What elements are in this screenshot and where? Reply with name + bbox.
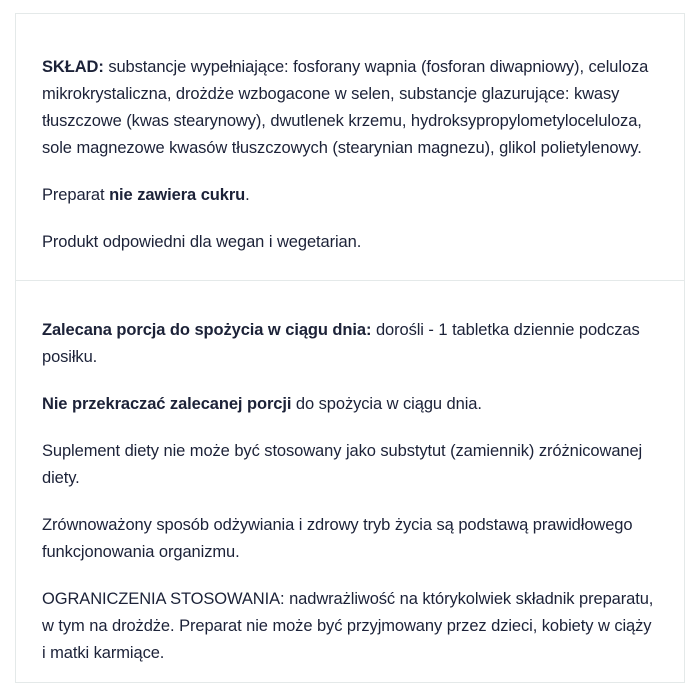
vegan-paragraph: Produkt odpowiedni dla wegan i wegetarian. [42,233,362,251]
ingredients-text: substancje wypełniające: fosforany wapnia (fosforan diwapniowy), celuloza mikrokrystaliczna, drożdże wzbogacone w selen, substancje glazurujące: kwasy tłuszczowe (kwas stearynowy), dwutlenek krzemu, hydroksypropylometyloceluloza, sole magnezowe kwasów tłuszczowych (stearynian magnezu), glikol polietylenowy. [42,58,649,157]
restrictions-paragraph [42,586,658,667]
restrictions-label: OGRANICZENIA STOSOWANIA: [42,590,285,608]
ingredients-section [16,14,684,281]
no-sugar-prefix: Preparat [42,186,110,204]
ingredients-paragraph [42,54,658,162]
ingredients-label: SKŁAD: [42,58,104,76]
do-not-exceed-label: Nie przekraczać zalecanej porcji [42,395,292,413]
serving-paragraph [42,317,658,371]
substitute-paragraph: Suplement diety nie może być stosowany jako substytut (zamiennik) zróżnicowanej diety. [42,442,643,487]
restrictions-text: nadwrażliwość na którykolwiek składnik preparatu, w tym na drożdże. Preparat nie może być przyjmowany przez dzieci, kobiety w ciąży i matki karmiące. [42,590,654,662]
balanced-diet-paragraph: Zrównoważony sposób odżywiania i zdrowy tryb życia są podstawą prawidłowego funkcjonowania organizmu. [42,516,633,561]
do-not-exceed-text: do spożycia w ciągu dnia. [291,395,482,413]
no-sugar-emphasis: nie zawiera cukru [109,186,246,204]
no-sugar-paragraph [42,182,658,209]
do-not-exceed-paragraph [42,391,658,418]
usage-section [16,281,684,667]
product-info-panel [15,13,685,683]
no-sugar-suffix: . [245,186,250,204]
serving-label: Zalecana porcja do spożycia w ciągu dnia: [42,321,372,339]
serving-text: dorośli - 1 tabletka dziennie podczas posiłku. [42,321,640,366]
